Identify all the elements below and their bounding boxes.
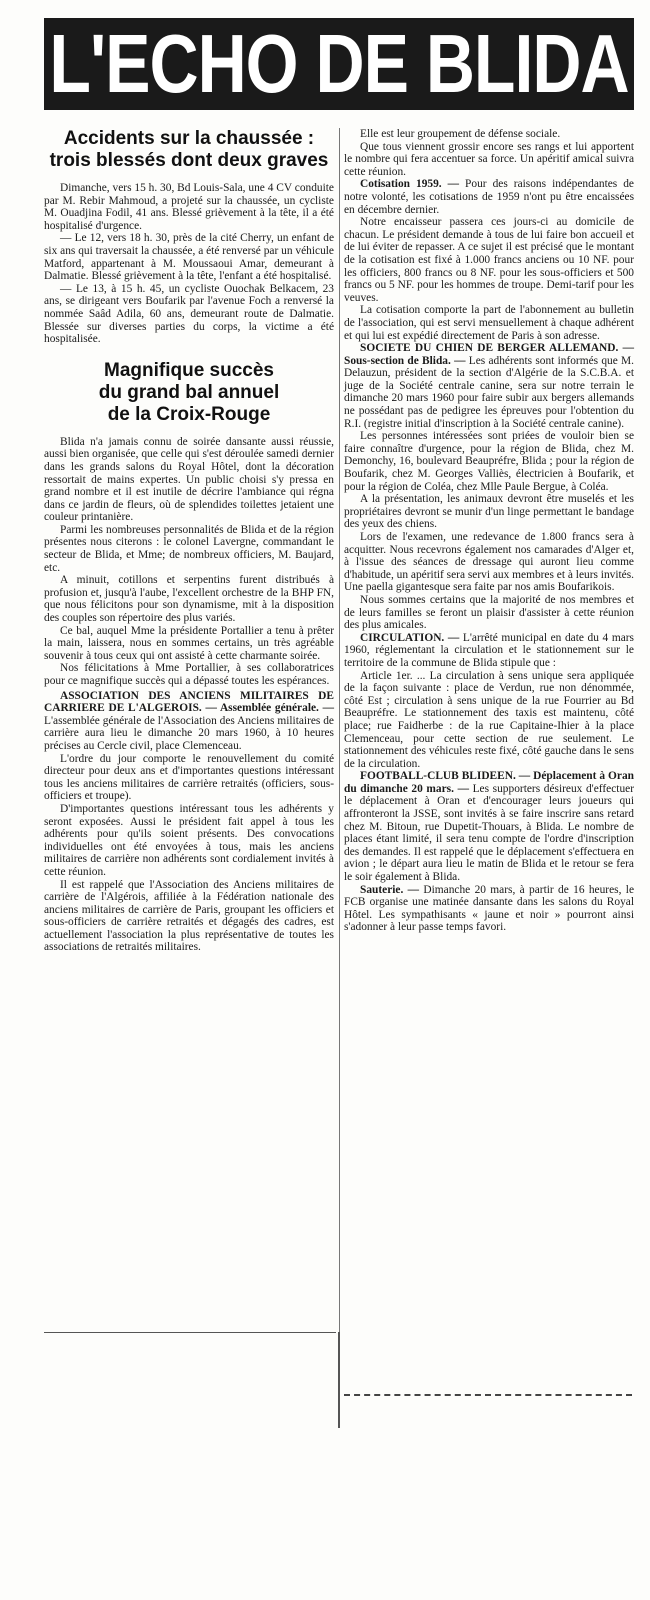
section-lead: CIRCULATION. — xyxy=(360,631,460,644)
left-column xyxy=(44,128,334,954)
headline-line: de la Croix-Rouge xyxy=(107,403,271,425)
section-lead: Cotisation 1959. — xyxy=(360,178,460,191)
article-paragraph xyxy=(344,884,634,934)
article-paragraph: Dimanche, vers 15 h. 30, Bd Louis-Sala, une 4 CV conduite par M. Rebir Mahmoud, a projeté sur la chaussée, un cycliste M. Ouadjina Fodil, 41 ans. Blessé grièvement à la tête, il a été hospitalisé d'urgence. xyxy=(44,182,334,232)
article-paragraph: Que tous viennent grossir encore ses rangs et lui apportent le nombre qui fera accentuer sa force. Un apéritif amical suivra cette réunion. xyxy=(344,140,634,178)
headline-accidents xyxy=(44,128,334,172)
section-lead: ASSOCIATION DES ANCIENS MILITAIRES DE CARRIERE DE L'ALGEROIS. — Assemblée générale. — xyxy=(44,689,334,715)
article-paragraph: Parmi les nombreuses personnalités de Blida et de la région présentes nous citerons : le colonel Lavergne, commandant le secteur de Blida, et Mme; de nombreux officiers, M. Baujard, etc. xyxy=(44,523,334,574)
article-paragraph xyxy=(44,690,334,753)
article-paragraph: Blida n'a jamais connu de soirée dansante aussi réussie, aussi bien organisée, que celle qui s'est déroulée samedi dernier dans les grands salons du Royal Hôtel, dont la décoration ressortait de mains expertes. Un public choisi s'y pressa en grand nombre et il est inutile de décrire l'ambiance qui régna dans ce jardin de fleurs, où de splendides toilettes jetaient une couleur printanière. xyxy=(44,435,334,524)
headline-line: trois blessés dont deux graves xyxy=(49,150,329,171)
article-paragraph: Article 1er. ... La circulation à sens unique sera appliquée de la façon suivante : place de Verdun, rue non dénommée, côté Est ; circulation à sens unique de la rue Fourrier au Bd Beaupréfre. Le stationnement des taxis est maintenu, côté place; rue Faidherbe : de la rue Capitaine-Ihier à la place Clemenceau, pour cette section de rue seulement. Le stationnement des véhicules reste fixé, côté gauche dans le sens de la circulation. xyxy=(344,669,634,770)
paragraph-text: L'assemblée générale de l'Association des Anciens militaires de carrière aura lieu le dimanche 20 mars 1960, à 10 heures précises au Cercle civil, place Clemenceau. xyxy=(44,714,334,752)
article-paragraph: Notre encaisseur passera ces jours-ci au domicile de chacun. Le président demande à tous de lui faire bon accueil et de lui éviter de repasser. A ce sujet il est précisé que le montant de la cotisation est fixé à 1.000 francs anciens ou 10 NF. pour les officiers, 800 francs ou 8 NF. pour les sous-officiers et 500 francs ou 5 NF. pour les hommes de troupe. Demi-tarif pour les veuves. xyxy=(344,216,634,304)
left-column-end-rule xyxy=(44,1332,336,1333)
headline-bal xyxy=(44,360,334,426)
paragraph-text: Pour des raisons indépendantes de notre volonté, les cotisations de 1959 n'ont pu être encaissées en décembre dernier. xyxy=(344,178,634,216)
article-paragraph: — Le 13, à 15 h. 45, un cycliste Ouochak Belkacem, 23 ans, se dirigeant vers Boufarik par l'avenue Foch a renversé la nommée Saâd Adila, 60 ans, demeurant route de Dalmatie. Blessée sur diverses parties du corps, la victime a été hospitalisée. xyxy=(44,282,334,346)
article-paragraph: — Le 12, vers 18 h. 30, près de la cité Cherry, un enfant de six ans qui traversait la chaussée, a été renversé par un véhicule Matford, appartenant à M. Moussaoui Amar, demeurant à Dalmatie. Blessé grièvement à la tête, l'enfant a été hospitalisé. xyxy=(44,232,334,283)
section-lead: Sauterie. — xyxy=(360,883,420,896)
paragraph-text: Les supporters désireux d'effectuer le déplacement à Oran et d'encourager leurs joueurs qui affronteront la JSSE, sont invités à se faire inscrire sans retard chez M. Bitoun, rue Dupetit-Thouars, à Blida. Le nombre de places étant limité, il sera tenu compte de l'ordre d'inscription des demandes. Il est rappelé que le déplacement s'effectuera en avion ; le départ aura lieu le matin de Blida et le retour se fera le soir également à Blida. xyxy=(344,782,634,884)
article-paragraph: Lors de l'examen, une redevance de 1.800 francs sera à acquitter. Nous recevrons également nos camarades d'Alger et, à l'issue des séances de dressage qui auront lieu comme d'habitude, un apéritif sera servi aux membres et à leurs invités. Une paella gigantesque sera faite par nos amis Boufarikois. xyxy=(344,531,634,594)
headline-line: Accidents sur la chaussée : xyxy=(63,128,315,149)
headline-line: du grand bal annuel xyxy=(98,381,280,403)
paragraph-text: L'arrêté municipal en date du 4 mars 1960, réglementant la circulation et le stationnement sur le territoire de la commune de Blida stipule que : xyxy=(344,631,634,669)
article-paragraph: Elle est leur groupement de défense sociale. xyxy=(360,128,561,140)
article-paragraph: D'importantes questions intéressant tous les adhérents y seront exposées. Aussi le président fait appel à tous les adhérents pour qu'ils soient présents. Des convocations individuelles ont été envoyées à tous, mais les anciens militaires de carrière non adhérents sont cordialement invités à cette réunion. xyxy=(44,802,334,878)
right-column xyxy=(344,128,634,934)
article-paragraph: A la présentation, les animaux devront être muselés et les propriétaires devront se munir d'un linge permettant le bandage des yeux des chiens. xyxy=(344,493,634,531)
article-paragraph: Il est rappelé que l'Association des Anciens militaires de carrière de l'Algérois, affiliée à la Fédération nationale des anciens militaires de carrière de Paris, groupant les officiers et sous-officiers de carrière retraités et dégagés des cadres, est actuellement l'association la plus représentative de toutes les associations de retraités militaires. xyxy=(44,878,334,954)
article-paragraph xyxy=(344,178,634,216)
masthead-title: L'ECHO DE BLIDA xyxy=(49,18,629,110)
article-paragraph xyxy=(344,770,634,883)
article-paragraph: Nos félicitations à Mme Portallier, à ses collaboratrices pour ce magnifique succès qui a dépassé toutes les espérances. xyxy=(44,662,334,687)
section-lead: SOCIETE DU CHIEN DE BERGER ALLEMAND. — Sous-section de Blida. — xyxy=(344,342,634,367)
headline-line: Magnifique succès xyxy=(104,359,274,381)
article-paragraph xyxy=(344,632,634,670)
bottom-vertical-rule xyxy=(338,1332,340,1428)
article-paragraph xyxy=(344,342,634,430)
column-divider xyxy=(339,128,340,1368)
article-paragraph: Nous sommes certains que la majorité de nos membres et de leurs familles se feront un plaisir d'assister à cette réunion des plus amicales. xyxy=(344,593,634,632)
section-lead: FOOTBALL-CLUB BLIDEEN. — Déplacement à Oran du dimanche 20 mars. — xyxy=(344,770,634,795)
paragraph-text: Dimanche 20 mars, à partir de 16 heures, le FCB organise une matinée dansante dans les salons du Royal Hôtel. Les sympathisants « jaune et noir » pourront ainsi s'adonner à leur passe temps favori. xyxy=(344,883,634,934)
article-paragraph: Les personnes intéressées sont priées de vouloir bien se faire connaître d'urgence, pour la région de Blida, chez M. Demonchy, 16, boulevard Beaupréfre, Blida ; pour la région de Boufarik, chez M. Georges Valliès, électricien à Boufarik, et pour la région de Coléa, chez Mlle Paule Bergue, à Coléa. xyxy=(344,430,634,493)
masthead xyxy=(44,18,634,110)
right-column-dashed-rule xyxy=(344,1394,632,1396)
article-paragraph: Ce bal, auquel Mme la présidente Portallier a tenu à prêter la main, laissera, nous en sommes certains, un très agréable souvenir à tous ceux qui ont assisté à cette charmante soirée. xyxy=(44,624,334,662)
article-paragraph: La cotisation comporte la part de l'abonnement au bulletin de l'association, qui est servi mensuellement à chaque adhérent et qui lui est expédié directement de Paris à son adresse. xyxy=(344,304,634,342)
article-paragraph: L'ordre du jour comporte le renouvellement du comité directeur pour deux ans et d'importantes questions intéressant tous les anciens militaires de carrière retraités (officiers, sous-officiers et troupe). xyxy=(44,752,334,803)
article-paragraph: A minuit, cotillons et serpentins furent distribués à profusion et, jusqu'à l'aube, l'excellent orchestre de la BHP FN, que nous félicitons pour son dynamisme, mit à la disposition des couples son répertoire des plus variés. xyxy=(44,574,334,625)
paragraph-text: Les adhérents sont informés que M. Delauzun, président de la section d'Algérie de la S.C.B.A. et juge de la Société centrale canine, sera sur notre terrain le dimanche 20 mars 1960 pour faire subir aux bergers allemands ne possédant pas de pedigree les épreuves pour l'obtention du R.I. (registre initial d'inscription à la Société centrale canine). xyxy=(344,354,634,430)
